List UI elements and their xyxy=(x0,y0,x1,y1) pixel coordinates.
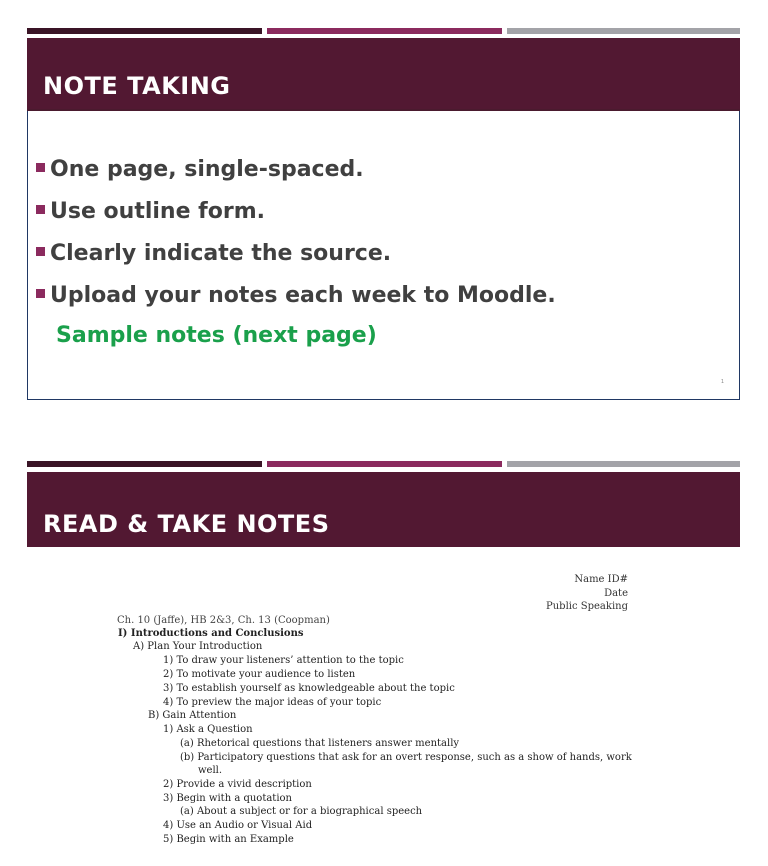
accent-bar-mid xyxy=(267,28,502,34)
bullet-item xyxy=(36,149,556,191)
bullet-item xyxy=(36,191,556,233)
doc-outline-line: well. xyxy=(198,765,223,776)
doc-outline-line: B) Gain Attention xyxy=(148,710,237,721)
sample-notes-link[interactable]: Sample notes (next page) xyxy=(56,323,377,348)
accent-bar-gray xyxy=(507,28,740,34)
bullet-list xyxy=(36,149,556,317)
doc-outline-line: 4) Use an Audio or Visual Aid xyxy=(163,820,313,831)
doc-outline-line: A) Plan Your Introduction xyxy=(133,641,263,652)
doc-outline-line: (a) About a subject or for a biographical speech xyxy=(180,806,423,817)
bullet-text: Clearly indicate the source. xyxy=(50,241,392,266)
bullet-square-icon xyxy=(36,205,45,214)
doc-outline-line: I) Introductions and Conclusions xyxy=(118,628,304,639)
header-accent-bars xyxy=(27,461,740,467)
bullet-item xyxy=(36,275,556,317)
header-accent-bars xyxy=(27,28,740,34)
doc-outline-line: 4) To preview the major ideas of your topic xyxy=(163,697,382,708)
page-number: 1 xyxy=(720,379,724,385)
doc-outline-line: 5) Begin with an Example xyxy=(163,834,294,845)
doc-source-line: Ch. 10 (Jaffe), HB 2&3, Ch. 13 (Coopman) xyxy=(117,615,330,626)
doc-outline-line: 2) Provide a vivid description xyxy=(163,779,312,790)
bullet-text: One page, single-spaced. xyxy=(50,157,364,182)
bullet-item xyxy=(36,233,556,275)
slide-title: NOTE TAKING xyxy=(43,72,231,100)
slide-note-taking xyxy=(27,28,740,400)
bullet-square-icon xyxy=(36,289,45,298)
bullet-square-icon xyxy=(36,247,45,256)
doc-outline-line: (a) Rhetorical questions that listeners answer mentally xyxy=(180,738,460,749)
accent-bar-dark xyxy=(27,461,262,467)
doc-outline-line: (b) Participatory questions that ask for an overt response, such as a show of hands, work xyxy=(180,752,632,763)
doc-outline-line: 1) Ask a Question xyxy=(163,724,253,735)
bullet-text: Upload your notes each week to Moodle. xyxy=(50,283,556,308)
doc-header-course: Public Speaking xyxy=(546,601,628,612)
slide-title: READ & TAKE NOTES xyxy=(43,510,330,538)
title-bar xyxy=(27,472,740,547)
accent-bar-mid xyxy=(267,461,502,467)
accent-bar-dark xyxy=(27,28,262,34)
slide-body xyxy=(27,111,740,400)
title-bar xyxy=(27,38,740,110)
doc-outline-line: 2) To motivate your audience to listen xyxy=(163,669,356,680)
doc-outline-line: 1) To draw your listeners’ attention to the topic xyxy=(163,655,404,666)
doc-outline-line: 3) To establish yourself as knowledgeable about the topic xyxy=(163,683,455,694)
doc-header-date: Date xyxy=(604,588,628,599)
bullet-text: Use outline form. xyxy=(50,199,265,224)
accent-bar-gray xyxy=(507,461,740,467)
doc-header-name: Name ID# xyxy=(574,574,628,585)
bullet-square-icon xyxy=(36,163,45,172)
doc-outline-line: 3) Begin with a quotation xyxy=(163,793,292,804)
